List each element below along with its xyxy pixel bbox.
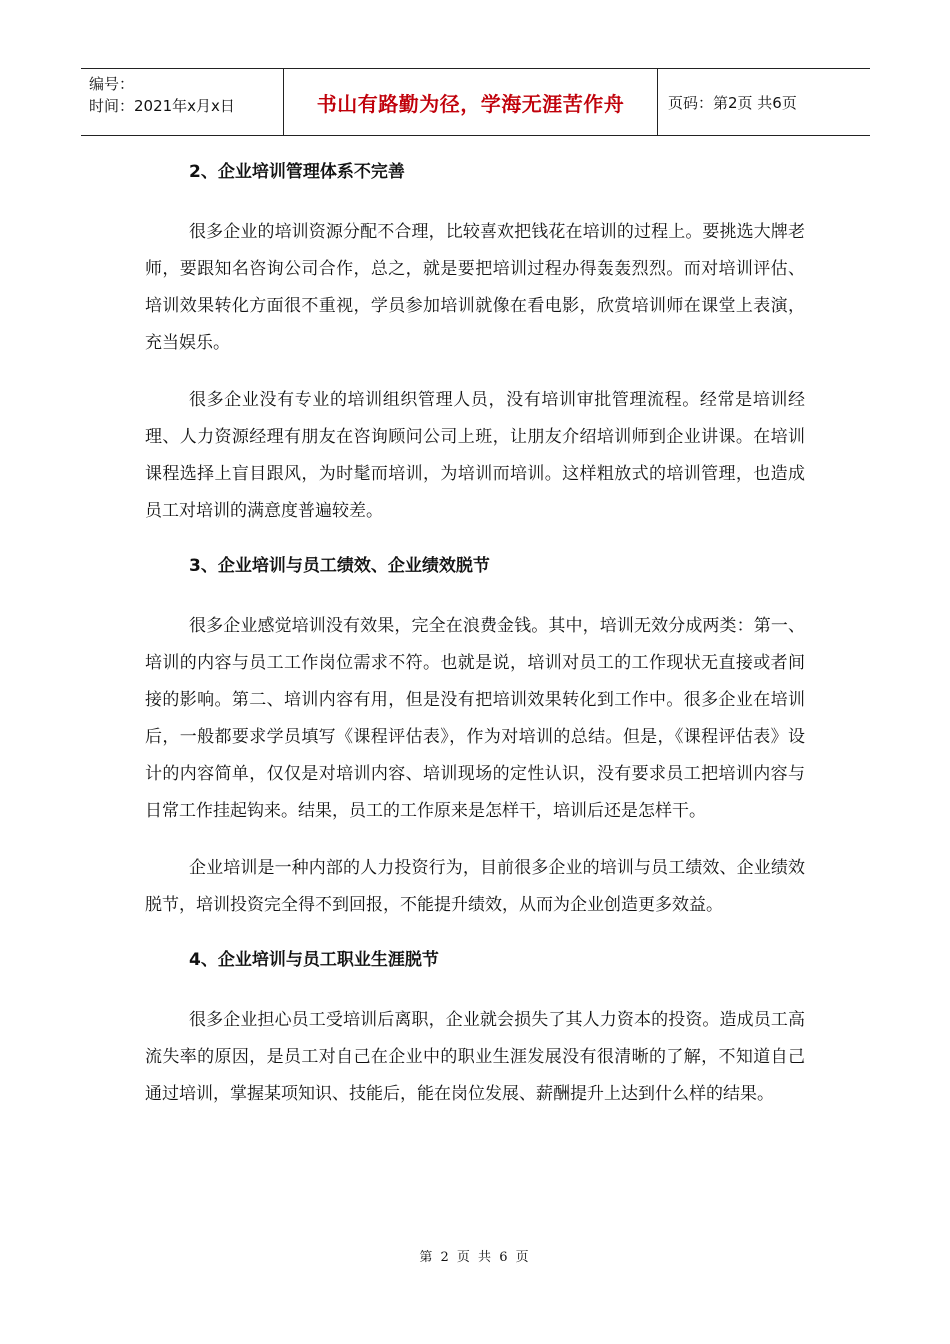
page-footer: 第 2 页 共 6 页 — [419, 1250, 531, 1265]
header-page-cell — [658, 69, 870, 135]
paragraph: 很多企业的培训资源分配不合理，比较喜欢把钱花在培训的过程上。要挑选大牌老师，要跟知名咨询公司合作，总之，就是要把培训过程办得轰轰烈烈。而对培训评估、培训效果转化方面很不重视，学员参加培训就像在看电影，欣赏培训师在课堂上表演，充当娱乐。 — [145, 222, 805, 353]
document-body — [145, 150, 805, 1113]
paragraph: 很多企业没有专业的培训组织管理人员，没有培训审批管理流程。经常是培训经理、人力资源经理有朋友在咨询顾问公司上班，让朋友介绍培训师到企业讲课。在培训课程选择上盲目跟风，为时髦而培训，为培训而培训。这样粗放式的培训管理，也造成员工对培训的满意度普遍较差。 — [145, 390, 805, 521]
section-heading: 2、企业培训管理体系不完善 — [189, 162, 405, 182]
date-line: 时间：2021年x月x日 — [89, 97, 235, 115]
page-header — [81, 68, 870, 136]
motto-text: 书山有路勤为径，学海无涯苦作舟 — [316, 91, 625, 116]
header-motto-cell — [284, 69, 658, 135]
header-meta-cell — [81, 69, 284, 135]
paragraph: 企业培训是一种内部的人力投资行为，目前很多企业的培训与员工绩效、企业绩效脱节，培训投资完全得不到回报，不能提升绩效，从而为企业创造更多效益。 — [145, 858, 805, 915]
paragraph: 很多企业感觉培训没有效果，完全在浪费金钱。其中，培训无效分成两类：第一、培训的内容与员工工作岗位需求不符。也就是说，培训对员工的工作现状无直接或者间接的影响。第二、培训内容有用，但是没有把培训效果转化到工作中。很多企业在培训后，一般都要求学员填写《课程评估表》，作为对培训的总结。但是，《课程评估表》设计的内容简单，仅仅是对培训内容、培训现场的定性认识，没有要求员工把培训内容与日常工作挂起钩来。结果，员工的工作原来是怎样干，培训后还是怎样干。 — [145, 616, 805, 821]
page-info: 页码：第2页 共6页 — [668, 93, 797, 112]
section-heading: 3、企业培训与员工绩效、企业绩效脱节 — [189, 556, 490, 576]
paragraph: 很多企业担心员工受培训后离职，企业就会损失了其人力资本的投资。造成员工高流失率的原因，是员工对自己在企业中的职业生涯发展没有很清晰的了解，不知道自己通过培训，掌握某项知识、技能后，能在岗位发展、薪酬提升上达到什么样的结果。 — [145, 1010, 805, 1104]
doc-number-label: 编号： — [89, 75, 135, 93]
section-heading: 4、企业培训与员工职业生涯脱节 — [189, 950, 439, 970]
